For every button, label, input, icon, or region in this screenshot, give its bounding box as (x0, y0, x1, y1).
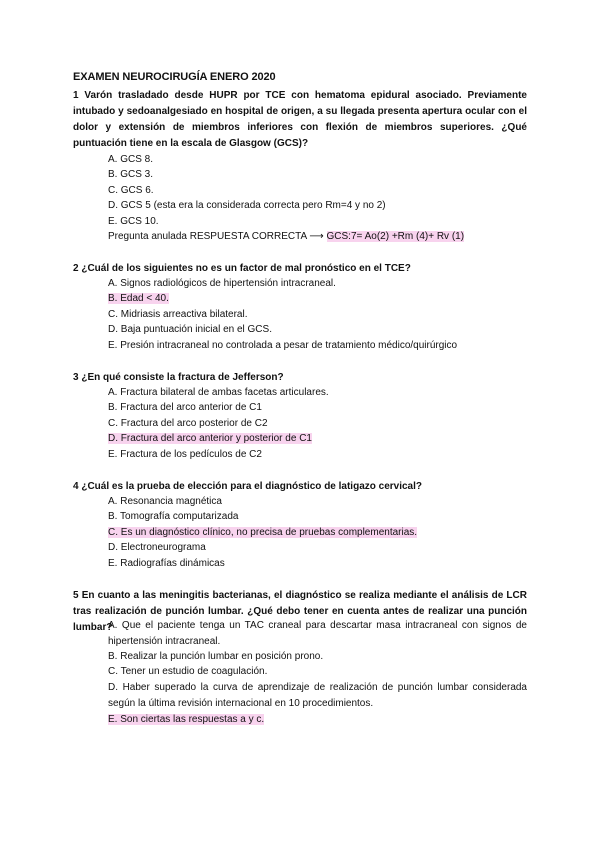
question-1-option-e: E. GCS 10. (108, 216, 159, 227)
question-3-option-c: C. Fractura del arco posterior de C2 (108, 418, 268, 429)
question-1-annulled-line (108, 230, 464, 243)
question-3-option-b: B. Fractura del arco anterior de C1 (108, 402, 262, 413)
document-title: EXAMEN NEUROCIRUGÍA ENERO 2020 (73, 71, 276, 83)
question-4-option-c (108, 526, 417, 539)
question-1-option-c: C. GCS 6. (108, 185, 154, 196)
question-5-option-a: A. Que el paciente tenga un TAC craneal para descartar masa intracraneal con signos de hipertensión intracraneal. (108, 620, 527, 647)
question-3-option-e: E. Fractura de los pedículos de C2 (108, 449, 262, 460)
question-4-option-a: A. Resonancia magnética (108, 496, 222, 507)
question-2-text: 2 ¿Cuál de los siguientes no es un factor de mal pronóstico en el TCE? (73, 263, 411, 274)
highlighted-answer: D. Fractura del arco anterior y posterior de C1 (108, 433, 312, 444)
question-1-option-a: A. GCS 8. (108, 154, 154, 165)
highlighted-answer: E. Son ciertas las respuestas a y c. (108, 714, 265, 725)
question-2-option-d: D. Baja puntuación inicial en el GCS. (108, 324, 272, 335)
question-5-option-d: D. Haber superado la curva de aprendizaje de realización de punción lumbar considerada según la última revisión internacional en 10 procedimientos. (108, 682, 527, 709)
question-2-option-b (108, 292, 169, 305)
annulled-note: Pregunta anulada RESPUESTA CORRECTA ⟶ (108, 231, 324, 242)
question-2-option-a: A. Signos radiológicos de hipertensión intracraneal. (108, 278, 336, 289)
question-4-option-e: E. Radiografías dinámicas (108, 558, 225, 569)
highlighted-answer: B. Edad < 40. (108, 293, 169, 304)
question-2-option-c: C. Midriasis arreactiva bilateral. (108, 309, 248, 320)
question-1-option-d: D. GCS 5 (esta era la considerada correcta pero Rm=4 y no 2) (108, 200, 386, 211)
question-3-option-a: A. Fractura bilateral de ambas facetas articulares. (108, 387, 329, 398)
highlighted-answer: C. Es un diagnóstico clínico, no precisa de pruebas complementarias. (108, 527, 418, 538)
question-5-option-c: C. Tener un estudio de coagulación. (108, 666, 268, 677)
question-5-option-e (108, 713, 264, 726)
question-3-text: 3 ¿En qué consiste la fractura de Jefferson? (73, 372, 284, 383)
annulled-correct-answer: GCS:7= Ao(2) +Rm (4)+ Rv (1) (326, 231, 465, 242)
question-4-option-d: D. Electroneurograma (108, 542, 206, 553)
question-2-option-e: E. Presión intracraneal no controlada a pesar de tratamiento médico/quirúrgico (108, 340, 458, 351)
question-4-text: 4 ¿Cuál es la prueba de elección para el diagnóstico de latigazo cervical? (73, 481, 423, 492)
question-1-option-b: B. GCS 3. (108, 169, 154, 180)
question-5-option-b: B. Realizar la punción lumbar en posición prono. (108, 651, 324, 662)
question-3-option-d (108, 432, 312, 445)
question-5-text: 5 En cuanto a las meningitis bacterianas, el diagnóstico se realiza mediante el análisis de LCR tras realización de punción lumbar. ¿Qué debo tener en cuenta antes de realizar una punción lumbar? (73, 590, 527, 633)
question-1-text: 1 Varón trasladado desde HUPR por TCE con hematoma epidural asociado. Previamente intubado y sedoanalgesiado en hospital de origen, a su llegada presenta apertura ocular con el dolor y extensión de miembros inferiores con flexión de miembros superiores. ¿Qué puntuación tiene en la escala de Glasgow (GCS)? (73, 90, 527, 149)
question-4-option-b: B. Tomografía computarizada (108, 511, 239, 522)
